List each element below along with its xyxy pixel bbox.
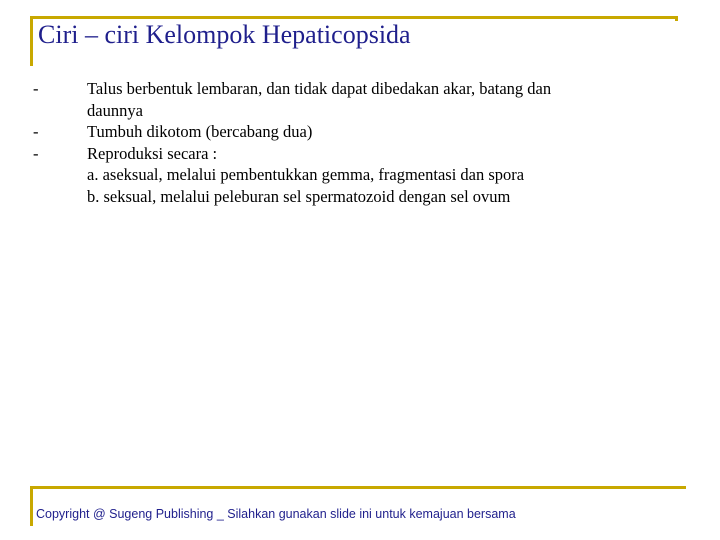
list-item-text: Tumbuh dikotom (bercabang dua) [87, 122, 313, 141]
bullet-dash: - [33, 79, 39, 98]
title-frame-left-line [30, 16, 33, 66]
list-item-line: Talus berbentuk lembaran, dan tidak dapat dibedakan akar, batang dan [87, 79, 552, 98]
footer-left-line [30, 486, 33, 526]
list-item-text [87, 78, 670, 121]
list-item-text: Reproduksi secara : [87, 143, 218, 163]
title-frame-right-tick [675, 16, 678, 21]
footer-copyright: Copyright @ Sugeng Publishing _ Silahkan gunakan slide ini untuk kemajuan bersama [36, 507, 516, 521]
list-item [30, 143, 670, 165]
slide-title: Ciri – ciri Kelompok Hepaticopsida [38, 20, 411, 49]
bullet-dash: - [33, 122, 39, 141]
bullet-dash: - [33, 143, 39, 163]
footer-top-line [30, 486, 686, 489]
sub-item-seksual: b. seksual, melalui peleburan sel spermatozoid dengan sel ovum [87, 186, 511, 206]
slide-content [30, 78, 670, 207]
list-item-line: daunnya [87, 100, 143, 120]
list-item [30, 121, 670, 143]
sub-item-aseksual: a. aseksual, melalui pembentukkan gemma, fragmentasi dan spora [87, 165, 525, 184]
list-item [30, 78, 670, 121]
